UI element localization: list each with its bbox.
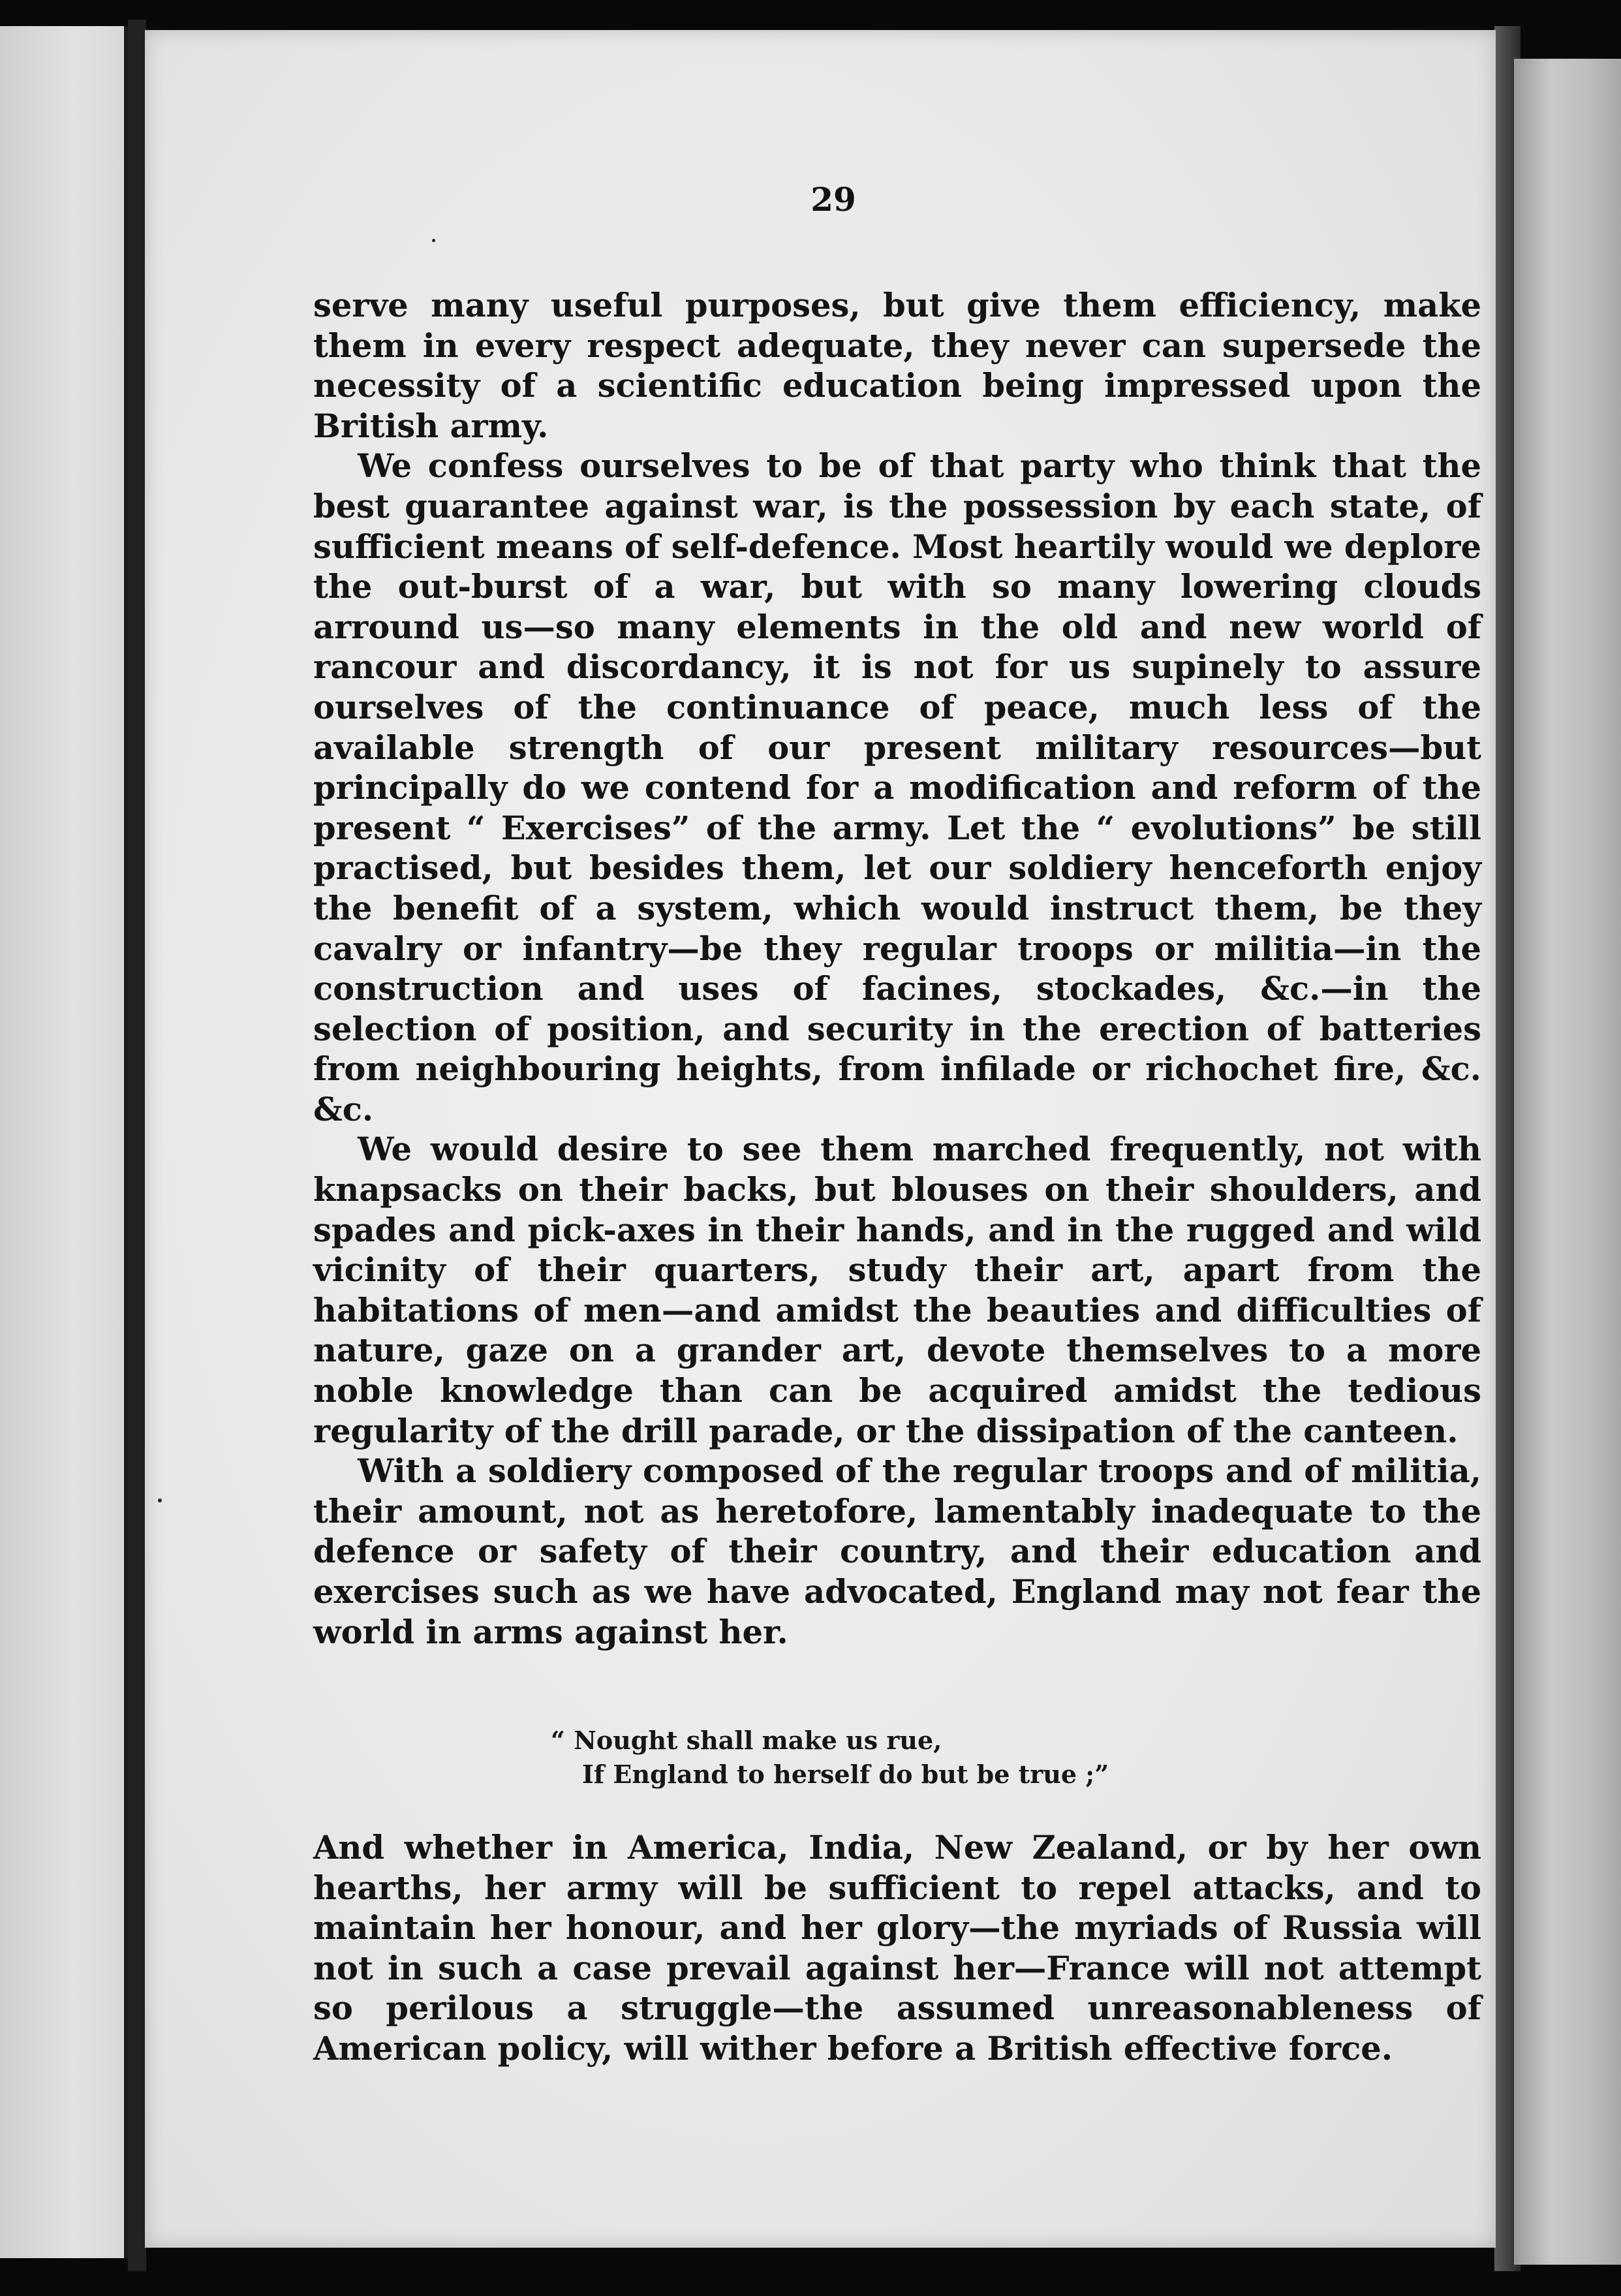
verse-quotation — [551, 1724, 1334, 1792]
paragraph-soldiery-composed: With a soldiery composed of the regular troops and of militia, their amount, not as heretofore, lamentably inadequate to the defence or safety of their country, and their education and exercises such as we have advocated, England may not fear the world in arms against her. — [313, 1452, 1481, 1651]
paragraph-closing: And whether in America, India, New Zealand, or by her own hearths, her army will be sufficient to repel attacks, and to maintain her honour, and her glory—the myriads of Russia will not in such a case prevail against her—France will not attempt so perilous a struggle—the assumed unreasonableness of American policy, will wither before a British effective force. — [313, 1829, 1481, 2068]
body-text — [313, 286, 1481, 1652]
verse-line-1: “ Nought shall make us rue, — [551, 1726, 942, 1755]
ink-speck — [141, 1727, 144, 1744]
ink-speck — [158, 1498, 162, 1502]
ink-speck — [432, 239, 435, 242]
left-facing-page-edge — [0, 26, 128, 2258]
binding-gutter — [128, 20, 146, 2271]
book-page — [145, 30, 1496, 2248]
paragraph-continuation: serve many useful purposes, but give them efficiency, make them in every respect adequate, they never can supersede the necessity of a scientific education being impressed upon the British army. — [313, 287, 1481, 445]
closing-text — [313, 1828, 1481, 2070]
right-facing-page-edge — [1514, 59, 1621, 2265]
paragraph-marched-frequently: We would desire to see them marched frequently, not with knapsacks on their backs, but blouses on their shoulders, and spades and pick-axes in their hands, and in the rugged and wild vicinity of their quarters, study their art, apart from the habitations of men—and amidst the beauties and difficulties of nature, gaze on a grander art, devote themselves to a more noble knowledge than can be acquired amidst the tedious regularity of the drill parade, or the dissipation of the canteen. — [313, 1130, 1481, 1450]
verse-line-2: If England to herself do but be true ;” — [582, 1760, 1109, 1789]
paragraph-self-defence: We confess ourselves to be of that party who think that the best guarantee against war, is the possession by each state, of sufficient means of self-defence. Most heartily would we deplore the out-burst of a war, but with so many lowering clouds arround us—so many elements in the old and new world of rancour and discordancy, it is not for us supinely to assure ourselves of the continuance of peace, much less of the available strength of our present military resources—but principally do we contend for a modification and reform of the present “ Exercises” of the army. Let the “ evolutions” be still practised, but besides them, let our soldiery henceforth enjoy the benefit of a system, which would instruct them, be they cavalry or infantry—be they regular troops or militia—in the construction and uses of facines, stockades, &c.—in the selection of position, and security in the erection of batteries from neighbouring heights, from infilade or richochet fire, &c. &c. — [313, 447, 1481, 1128]
page-number: 29 — [810, 180, 856, 219]
